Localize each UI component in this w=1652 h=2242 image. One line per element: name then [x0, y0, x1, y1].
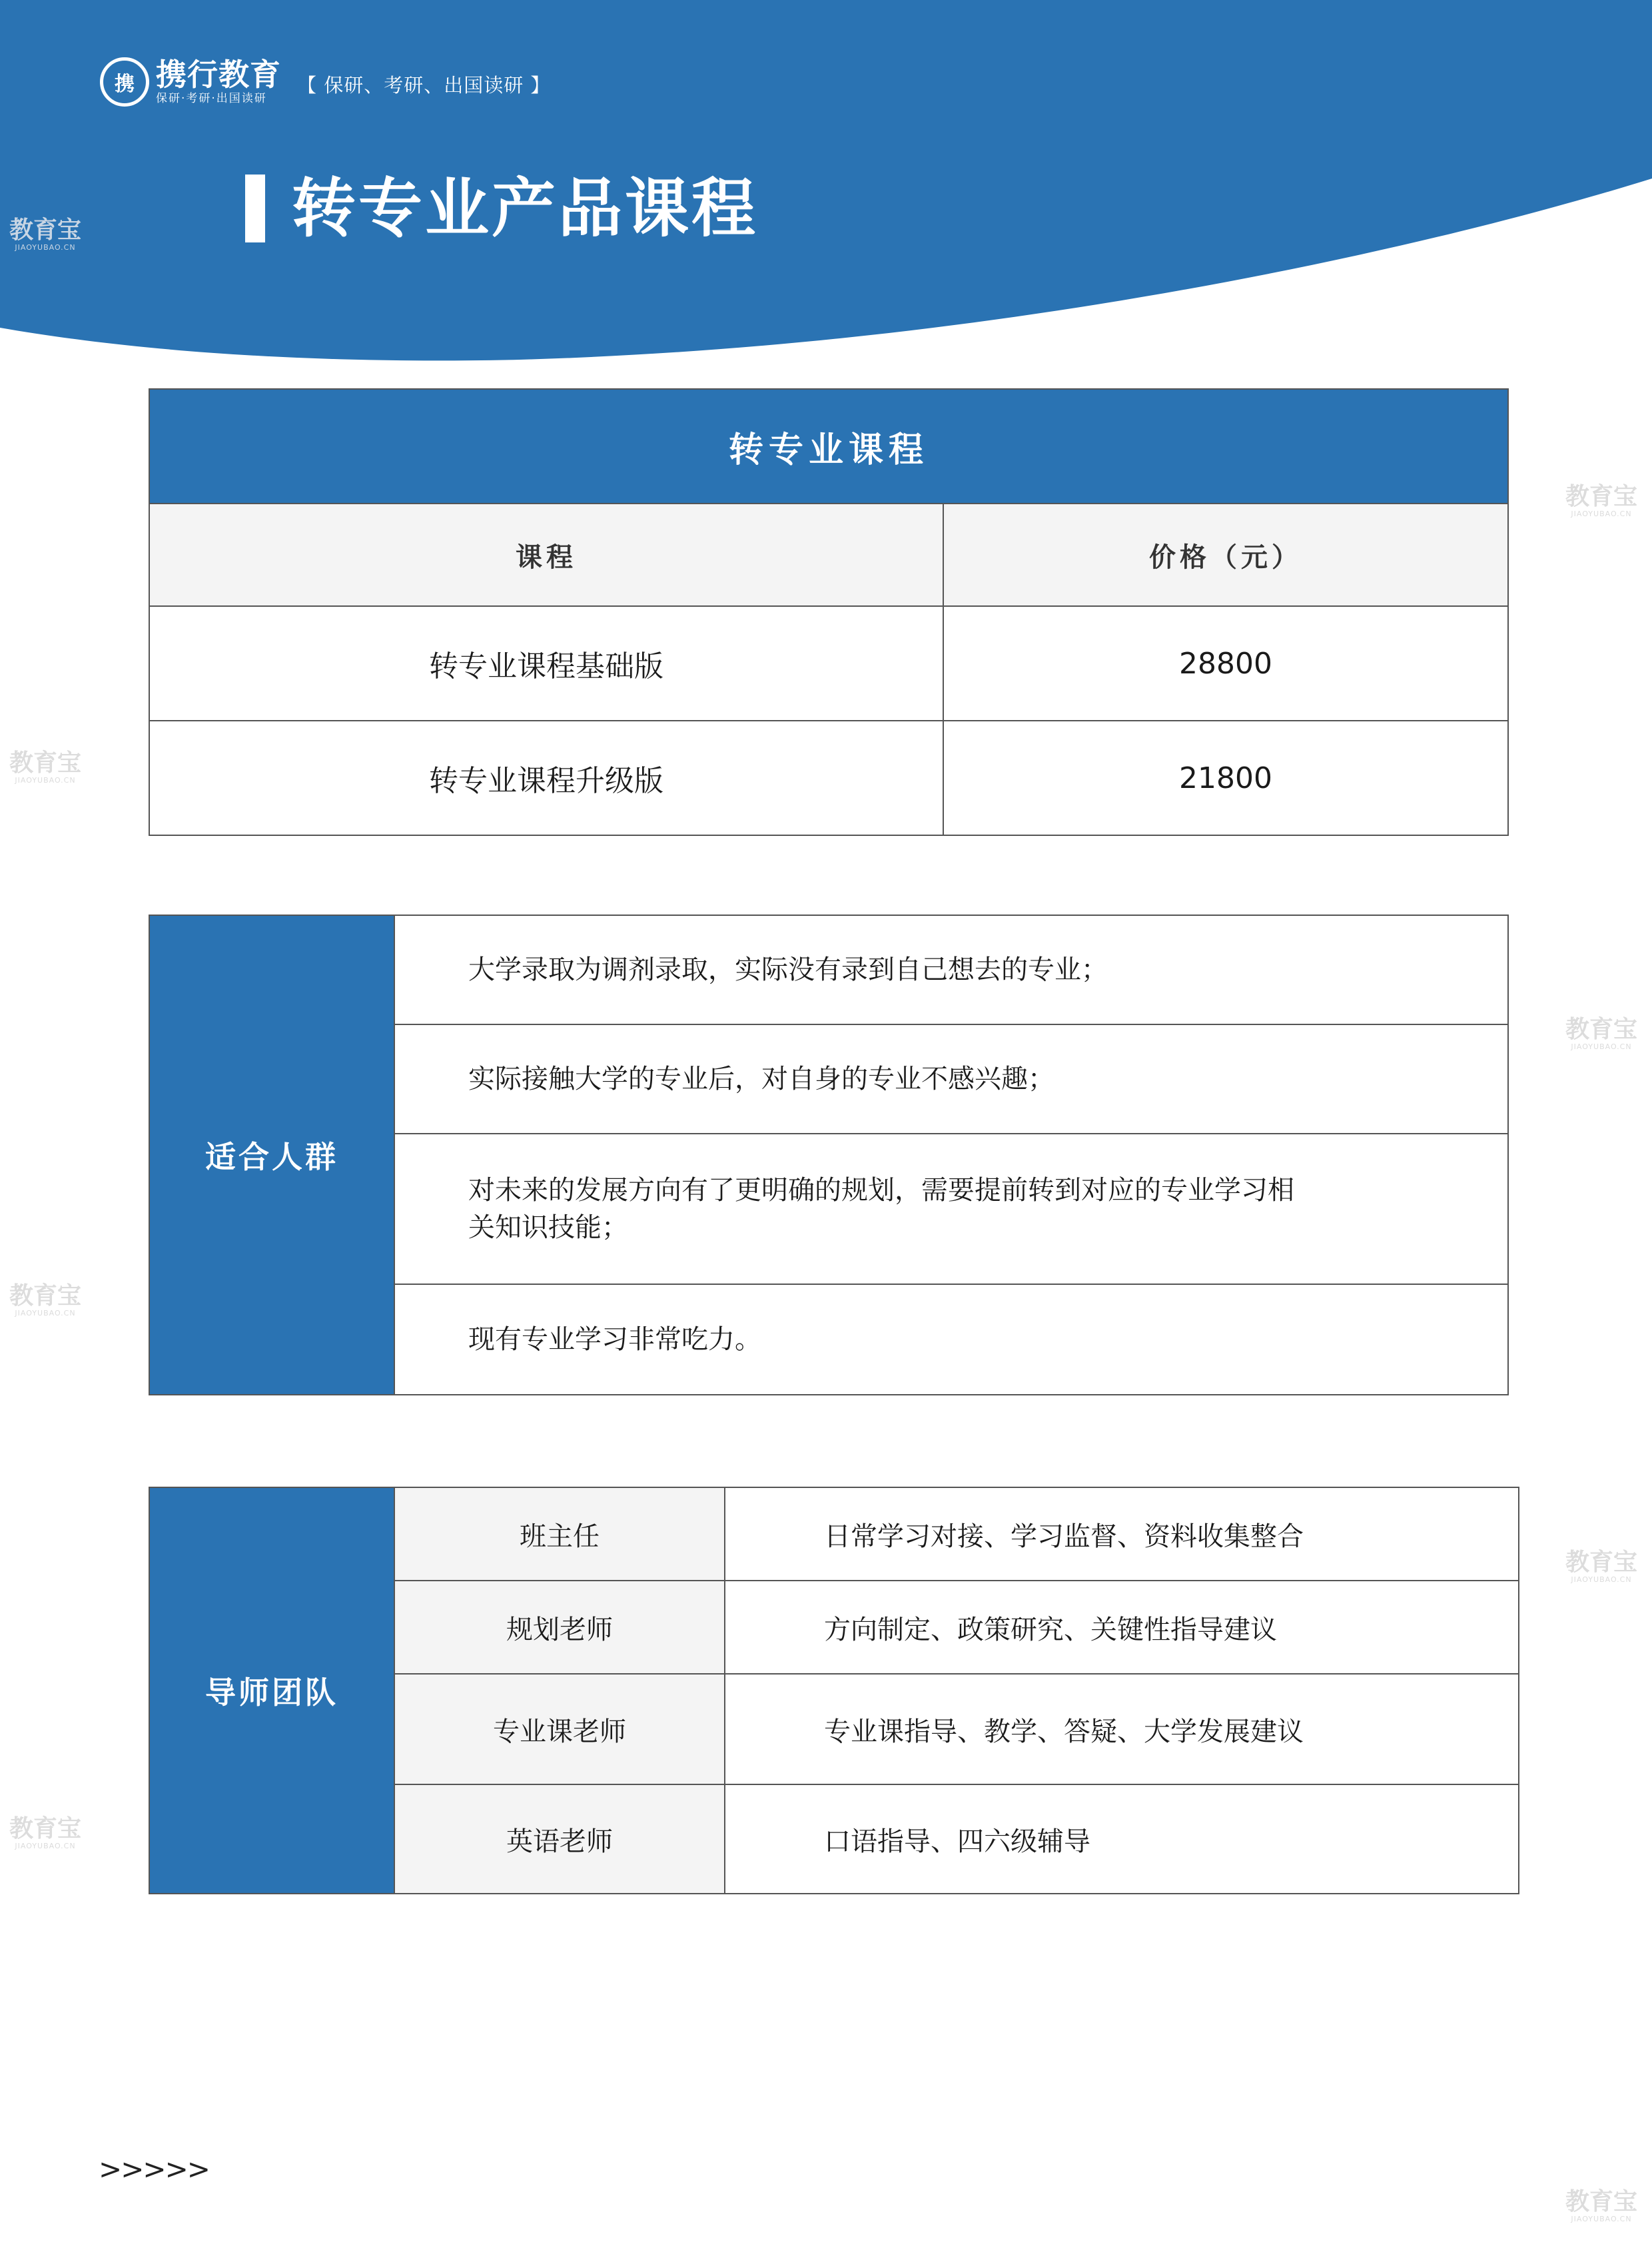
brand-name: 携行教育: [156, 57, 281, 93]
title-accent-bar: [245, 175, 265, 242]
brand-logo: [100, 57, 281, 107]
brand-tagline: 【 保研、考研、出国读研 】: [297, 74, 551, 97]
watermark-text: 教育宝: [1565, 483, 1638, 510]
team-role: 英语老师: [394, 1784, 725, 1894]
watermark-subtext: JIAOYUBAO.CN: [15, 776, 76, 785]
watermark-text: 教育宝: [9, 1815, 82, 1842]
table-row: [149, 915, 1508, 1024]
logo-emblem-icon: 携: [100, 57, 149, 107]
audience-item: 对未来的发展方向有了更明确的规划，需要提前转到对应的专业学习相关知识技能；: [394, 1134, 1508, 1284]
watermark: [9, 1816, 81, 1850]
watermark-text: 教育宝: [9, 749, 82, 777]
audience-item: 现有专业学习非常吃力。: [394, 1284, 1508, 1395]
watermark-text: 教育宝: [1565, 2188, 1638, 2215]
watermark: [1565, 484, 1637, 518]
team-role: 规划老师: [394, 1581, 725, 1674]
audience-table: [149, 915, 1509, 1395]
page-title: 转专业产品课程: [292, 171, 758, 246]
watermark-text: 教育宝: [1565, 1549, 1638, 1576]
team-duty: 日常学习对接、学习监督、资料收集整合: [725, 1487, 1519, 1581]
table-row: [149, 1487, 1519, 1581]
watermark: [9, 750, 81, 785]
team-table: [149, 1487, 1519, 1894]
watermark-subtext: JIAOYUBAO.CN: [1571, 1575, 1632, 1584]
brand-text: [156, 58, 281, 106]
watermark: [9, 1283, 81, 1317]
brand-subtitle: 保研·考研·出国读研: [156, 92, 267, 105]
table-row: [149, 606, 1508, 721]
watermark: [1565, 2189, 1637, 2223]
team-label: 导师团队: [149, 1487, 394, 1894]
header-course: 课程: [149, 504, 943, 606]
table-row: [149, 721, 1508, 835]
watermark-text: 教育宝: [1565, 1016, 1638, 1043]
team-role: 专业课老师: [394, 1674, 725, 1784]
footer-arrows-icon: >>>>>: [99, 2153, 209, 2185]
watermark-subtext: JIAOYUBAO.CN: [1571, 2215, 1632, 2223]
course-price: 28800: [943, 606, 1508, 721]
price-table-title: 转专业课程: [149, 389, 1508, 504]
course-name: 转专业课程基础版: [149, 606, 943, 721]
watermark-subtext: JIAOYUBAO.CN: [15, 1842, 76, 1850]
team-duty: 专业课指导、教学、答疑、大学发展建议: [725, 1674, 1519, 1784]
watermark-subtext: JIAOYUBAO.CN: [1571, 510, 1632, 518]
audience-item: 大学录取为调剂录取，实际没有录到自己想去的专业；: [394, 915, 1508, 1024]
watermark-text: 教育宝: [9, 1282, 82, 1309]
course-price: 21800: [943, 721, 1508, 835]
audience-label: 适合人群: [149, 915, 394, 1395]
audience-item: 实际接触大学的专业后，对自身的专业不感兴趣；: [394, 1024, 1508, 1134]
watermark: [1565, 1016, 1637, 1051]
watermark: [9, 217, 81, 252]
watermark-subtext: JIAOYUBAO.CN: [15, 243, 76, 252]
watermark-subtext: JIAOYUBAO.CN: [1571, 1042, 1632, 1051]
price-table: [149, 388, 1509, 836]
course-name: 转专业课程升级版: [149, 721, 943, 835]
header-price: 价格（元）: [943, 504, 1508, 606]
team-duty: 口语指导、四六级辅导: [725, 1784, 1519, 1894]
team-role: 班主任: [394, 1487, 725, 1581]
watermark-text: 教育宝: [9, 216, 82, 244]
watermark: [1565, 1549, 1637, 1584]
price-table-title-row: [149, 389, 1508, 504]
price-table-header-row: [149, 504, 1508, 606]
watermark-subtext: JIAOYUBAO.CN: [15, 1309, 76, 1317]
team-duty: 方向制定、政策研究、关键性指导建议: [725, 1581, 1519, 1674]
